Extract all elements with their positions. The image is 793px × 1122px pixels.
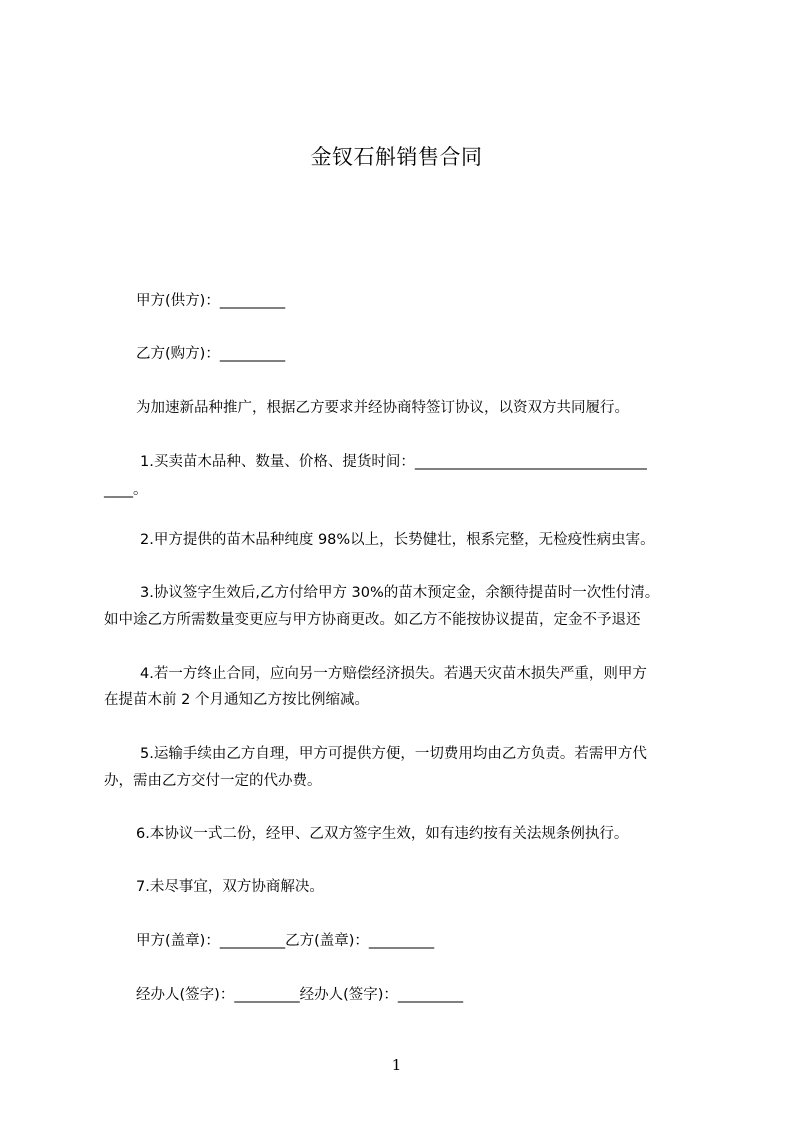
clause-1-line-2: ____。	[104, 482, 148, 498]
clause-3-line-1: 3.协议签字生效后,乙方付给甲方 30%的苗木预定金，余额待提苗时一次性付清。	[140, 585, 660, 601]
party-a-line: 甲方(供方)：_________	[136, 293, 286, 309]
party-b-line: 乙方(购方)：_________	[136, 346, 286, 362]
clause-2: 2.甲方提供的苗木品种纯度 98%以上，长势健壮，根系完整，无检疫性病虫害。	[140, 532, 655, 548]
clause-1-line-1: 1.买卖苗木品种、数量、价格、提货时间：________________________________	[140, 454, 647, 470]
seal-line: 甲方(盖章)：_________乙方(盖章)：_________	[136, 933, 435, 949]
clause-3-line-2: 如中途乙方所需数量变更应与甲方协商更改。如乙方不能按协议提苗，定金不予退还	[104, 612, 641, 628]
clause-4-line-1: 4.若一方终止合同，应向另一方赔偿经济损失。若遇天灾苗木损失严重，则甲方	[140, 666, 647, 682]
intro-paragraph: 为加速新品种推广，根据乙方要求并经协商特签订协议，以资双方共同履行。	[136, 400, 629, 416]
clause-4-line-2: 在提苗木前 2 个月通知乙方按比例缩减。	[104, 692, 369, 708]
page-number: 1	[391, 1056, 402, 1074]
clause-5-line-1: 5.运输手续由乙方自理，甲方可提供方便，一切费用均由乙方负责。若需甲方代	[140, 746, 647, 762]
clause-6: 6.本协议一式二份，经甲、乙双方签字生效，如有违约按有关法规条例执行。	[136, 826, 629, 842]
signature-line: 经办人(签字)：_________经办人(签字)：_________	[136, 987, 464, 1003]
clause-7: 7.未尽事宜，双方协商解决。	[136, 879, 324, 895]
document-title: 金钗石斛销售合同	[310, 145, 483, 169]
clause-5-line-2: 办，需由乙方交付一定的代办费。	[104, 773, 322, 789]
